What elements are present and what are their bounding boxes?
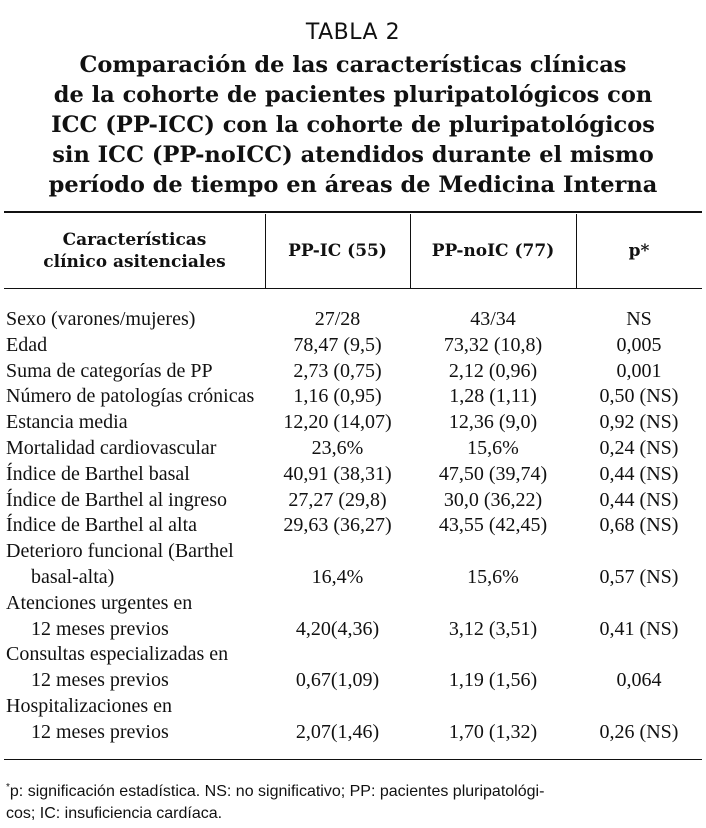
header-characteristics-line1: Características bbox=[62, 230, 207, 250]
table-header bbox=[4, 214, 702, 288]
table-row bbox=[0, 617, 706, 643]
cell-pp-ic: 27,27 (29,8) bbox=[288, 488, 387, 511]
title-line: período de tiempo en áreas de Medicina Interna bbox=[48, 172, 658, 198]
row-label: 12 meses previos bbox=[31, 617, 169, 640]
cell-p-value: 0,064 bbox=[616, 669, 662, 692]
cell-pp-ic: 4,20(4,36) bbox=[295, 617, 380, 640]
header-p-value: p* bbox=[628, 241, 650, 261]
footnote-line2: cos; IC: insuficiencia cardíaca. bbox=[6, 805, 223, 822]
cell-pp-ic: 78,47 (9,5) bbox=[293, 333, 382, 356]
header-divider bbox=[576, 214, 577, 288]
row-label: Mortalidad cardiovascular bbox=[6, 436, 217, 459]
cell-pp-noic: 73,32 (10,8) bbox=[443, 333, 543, 356]
title-line: Comparación de las características clínicas bbox=[79, 52, 627, 78]
cell-p-value: 0,24 (NS) bbox=[599, 436, 679, 459]
table-bottom-rule bbox=[4, 759, 702, 760]
cell-pp-noic: 43/34 bbox=[470, 308, 516, 330]
cell-pp-ic: 1,16 (0,95) bbox=[293, 385, 382, 408]
table-label: TABLA 2 bbox=[305, 20, 401, 45]
cell-pp-ic: 16,4% bbox=[311, 565, 364, 588]
cell-pp-noic: 1,70 (1,32) bbox=[448, 720, 538, 743]
cell-p-value: 0,005 bbox=[616, 333, 662, 356]
table-row bbox=[0, 307, 706, 333]
row-label: Atenciones urgentes en bbox=[6, 591, 193, 614]
cell-pp-ic: 2,07(1,46) bbox=[295, 720, 380, 743]
cell-p-value: 0,44 (NS) bbox=[599, 488, 679, 511]
table-row bbox=[0, 642, 706, 668]
row-label: Edad bbox=[6, 333, 48, 356]
cell-pp-ic: 40,91 (38,31) bbox=[283, 462, 392, 485]
cell-pp-noic: 43,55 (42,45) bbox=[438, 514, 548, 537]
row-label: Sexo (varones/mujeres) bbox=[6, 308, 196, 330]
header-divider bbox=[410, 214, 411, 288]
cell-pp-noic: 1,28 (1,11) bbox=[449, 385, 537, 408]
title-line: de la cohorte de pacientes pluripatológicos con bbox=[53, 82, 653, 108]
row-label: Hospitalizaciones en bbox=[6, 694, 173, 717]
cell-pp-noic: 3,12 (3,51) bbox=[448, 617, 538, 640]
footnote-line1: p: significación estadística. NS: no significativo; PP: pacientes pluripatológi- bbox=[9, 783, 545, 800]
table-row bbox=[0, 539, 706, 565]
cell-p-value: 0,001 bbox=[616, 359, 662, 382]
row-label: 12 meses previos bbox=[31, 720, 169, 743]
table-title bbox=[0, 50, 706, 200]
table-body bbox=[0, 307, 706, 746]
row-label: basal-alta) bbox=[31, 565, 115, 588]
table-row bbox=[0, 513, 706, 539]
cell-pp-noic: 30,0 (36,22) bbox=[443, 488, 543, 511]
cell-pp-noic: 1,19 (1,56) bbox=[448, 669, 538, 692]
cell-p-value: 0,50 (NS) bbox=[599, 385, 679, 408]
header-characteristics-line2: clínico asitenciales bbox=[43, 252, 226, 272]
cell-pp-ic: 12,20 (14,07) bbox=[283, 411, 392, 434]
cell-p-value: 0,92 (NS) bbox=[599, 411, 679, 434]
header-characteristics bbox=[4, 214, 265, 288]
table-row bbox=[0, 591, 706, 617]
cell-pp-ic: 2,73 (0,75) bbox=[293, 359, 382, 382]
table-row bbox=[0, 488, 706, 514]
table-top-rule bbox=[4, 211, 702, 213]
cell-p-value: 0,68 (NS) bbox=[599, 514, 679, 537]
table-row bbox=[0, 694, 706, 720]
title-line: sin ICC (PP-noICC) atendidos durante el mismo bbox=[52, 142, 654, 168]
row-label: Consultas especializadas en bbox=[6, 643, 229, 666]
cell-pp-ic: 27/28 bbox=[314, 308, 361, 330]
cell-p-value: 0,26 (NS) bbox=[599, 720, 679, 743]
table-row bbox=[0, 333, 706, 359]
cell-p-value: 0,57 (NS) bbox=[599, 565, 679, 588]
cell-pp-ic: 23,6% bbox=[311, 436, 364, 459]
cell-p-value: 0,44 (NS) bbox=[599, 462, 679, 485]
cell-p-value: 0,41 (NS) bbox=[599, 617, 679, 640]
table-row bbox=[0, 720, 706, 746]
cell-pp-noic: 12,36 (9,0) bbox=[448, 411, 538, 434]
cell-pp-noic: 15,6% bbox=[467, 565, 519, 588]
footnote-marker: * bbox=[6, 782, 10, 793]
cell-pp-ic: 29,63 (36,27) bbox=[283, 514, 392, 537]
cell-pp-noic: 47,50 (39,74) bbox=[438, 462, 548, 485]
row-label: 12 meses previos bbox=[31, 669, 169, 692]
table-row bbox=[0, 384, 706, 410]
header-pp-noic: PP-noIC (77) bbox=[431, 241, 555, 261]
table-row bbox=[0, 359, 706, 385]
cell-p-value: NS bbox=[626, 308, 652, 330]
row-label: Estancia media bbox=[6, 411, 128, 434]
title-line: ICC (PP-ICC) con la cohorte de pluripatológicos bbox=[51, 112, 655, 138]
cell-pp-noic: 2,12 (0,96) bbox=[448, 359, 538, 382]
table-row bbox=[0, 410, 706, 436]
row-label: Índice de Barthel al alta bbox=[6, 514, 198, 537]
cell-pp-noic: 15,6% bbox=[467, 436, 519, 459]
table-row bbox=[0, 436, 706, 462]
row-label: Índice de Barthel al ingreso bbox=[6, 488, 228, 511]
footnote bbox=[6, 777, 702, 825]
row-label: Deterioro funcional (Barthel bbox=[6, 540, 234, 563]
row-label: Índice de Barthel basal bbox=[6, 462, 190, 485]
header-pp-ic: PP-IC (55) bbox=[288, 241, 387, 261]
cell-pp-ic: 0,67(1,09) bbox=[295, 669, 380, 692]
table-row bbox=[0, 668, 706, 694]
row-label: Número de patologías crónicas bbox=[6, 385, 255, 408]
table-row bbox=[0, 462, 706, 488]
row-label: Suma de categorías de PP bbox=[6, 359, 213, 382]
header-bottom-rule bbox=[4, 288, 702, 289]
table-row bbox=[0, 565, 706, 591]
header-divider bbox=[265, 214, 266, 288]
